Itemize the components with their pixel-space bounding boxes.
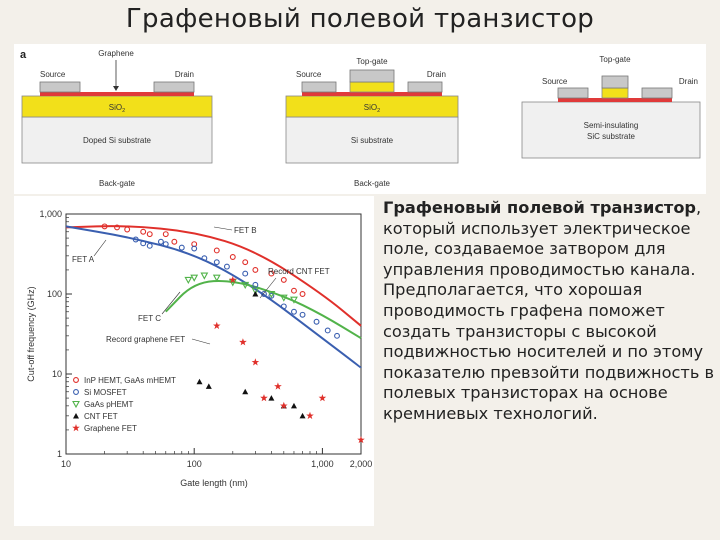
- annotation-fet-c-leader: [162, 292, 180, 314]
- annotation-record-graphene: Record graphene FET: [106, 335, 186, 344]
- data-point: [300, 292, 305, 297]
- slide-title: Графеновый полевой транзистор: [125, 4, 595, 34]
- chart-svg: [14, 196, 374, 526]
- data-point: [197, 379, 203, 385]
- legend: [72, 376, 176, 433]
- xlabel: Gate length (nm): [180, 478, 248, 488]
- graphene-channel: [302, 92, 442, 96]
- data-point: [163, 232, 168, 237]
- data-point: [335, 333, 340, 338]
- oxide-text: SiO: [108, 103, 123, 112]
- annotation-fet-b-leader: [214, 227, 232, 230]
- drain-label: Drain: [174, 70, 194, 79]
- data-point: [243, 260, 248, 265]
- annotation-fet-a-leader: [94, 240, 106, 256]
- data-point: [214, 260, 219, 265]
- cutoff-frequency-chart: [14, 196, 374, 526]
- trend-lines-layer: [66, 226, 361, 368]
- source-label: Source: [542, 77, 568, 86]
- data-point: [281, 278, 286, 283]
- data-point: [147, 243, 152, 248]
- y-tick-label: 100: [46, 289, 62, 299]
- data-point: [125, 227, 130, 232]
- source-contact: [302, 82, 336, 92]
- substrate-label-line2: SiC substrate: [586, 132, 636, 141]
- data-point: [300, 413, 306, 419]
- oxide-subscript: 2: [122, 108, 126, 114]
- data-point: [213, 322, 221, 329]
- data-point: [292, 288, 297, 293]
- source-label: Source: [40, 70, 66, 79]
- device-back-gate: [22, 49, 212, 188]
- graphene-label: Graphene: [98, 49, 134, 58]
- legend-marker: [74, 378, 79, 383]
- drain-contact: [154, 82, 194, 92]
- gate-dielectric: [350, 82, 394, 92]
- description-text: [383, 198, 715, 425]
- data-point: [214, 275, 220, 281]
- substrate-layer: [522, 102, 700, 158]
- legend-marker: [72, 424, 80, 431]
- data-point: [252, 291, 258, 297]
- ylabel: Cut-off frequency (GHz): [26, 286, 36, 382]
- top-gate: [350, 70, 394, 82]
- legend-entry: Si MOSFET: [84, 388, 127, 397]
- device-top-gate-sic: [522, 55, 700, 158]
- data-point: [268, 395, 274, 401]
- data-point: [141, 229, 146, 234]
- data-point: [292, 309, 297, 314]
- transistor-structures-figure: [14, 44, 706, 194]
- graphene-channel: [558, 98, 672, 102]
- legend-entry: GaAs pHEMT: [84, 400, 134, 409]
- annotation-fet-b: FET B: [234, 226, 257, 235]
- x-tick-label: 1,000: [311, 459, 334, 469]
- annotation-record-cnt: Record CNT FET: [268, 267, 330, 276]
- drain-label: Drain: [426, 70, 446, 79]
- data-point: [253, 268, 258, 273]
- data-point: [314, 319, 319, 324]
- data-point: [201, 273, 207, 279]
- legend-entry: Graphene FET: [84, 424, 137, 433]
- drain-contact: [642, 88, 672, 98]
- gate-dielectric: [602, 88, 628, 98]
- annotation-fet-a: FET A: [72, 255, 95, 264]
- legend-entry: CNT FET: [84, 412, 118, 421]
- data-point: [214, 248, 219, 253]
- annotation-fet-c: FET C: [138, 314, 161, 323]
- data-point: [191, 275, 197, 281]
- data-point: [306, 412, 314, 419]
- data-point: [252, 358, 260, 365]
- data-point: [172, 239, 177, 244]
- data-point: [325, 328, 330, 333]
- source-label: Source: [296, 70, 322, 79]
- drain-contact: [408, 82, 442, 92]
- data-point: [291, 403, 297, 409]
- y-tick-label: 1: [56, 449, 62, 459]
- data-points-layer: [102, 224, 365, 443]
- topgate-label: Top-gate: [599, 55, 631, 64]
- data-point: [159, 239, 164, 244]
- data-point: [239, 338, 247, 345]
- substrate-label: Doped Si substrate: [82, 136, 152, 145]
- top-gate: [602, 76, 628, 88]
- data-point: [242, 389, 248, 395]
- data-point: [260, 394, 268, 401]
- legend-marker: [73, 413, 79, 419]
- legend-entry: InP HEMT, GaAs mHEMT: [84, 376, 176, 385]
- device-top-gate-sio2: [286, 57, 458, 188]
- y-tick-label: 10: [51, 369, 62, 379]
- data-point: [319, 394, 327, 401]
- oxide-subscript: 2: [377, 108, 381, 114]
- x-tick-label: 2,000: [349, 459, 373, 469]
- substrate-label: Si substrate: [350, 136, 394, 145]
- backgate-label: Back-gate: [98, 179, 136, 188]
- data-point: [243, 271, 248, 276]
- data-point: [147, 232, 152, 237]
- description-bold: Графеновый полевой транзистор: [383, 198, 697, 217]
- annotation-record-graphene-leader: [192, 339, 210, 344]
- legend-marker: [74, 390, 79, 395]
- legend-marker: [73, 402, 79, 408]
- graphene-channel: [40, 92, 194, 96]
- backgate-label: Back-gate: [353, 179, 391, 188]
- x-tick-label: 10: [60, 459, 72, 469]
- data-point: [230, 255, 235, 260]
- y-tick-label: 1,000: [39, 209, 62, 219]
- substrate-label-line1: Semi-insulating: [583, 121, 639, 130]
- data-point: [206, 383, 212, 389]
- description-rest: , который использует электрическое поле, создаваемое затвором для управления проводимостью канала. Предполагается, что хорошая проводимость графена поможет создать транзисторы с высокой подвижностью носителей и по этому показателю превзойти подвижность в полевых транзисторах на основе кремниевых технологий.: [383, 198, 715, 423]
- trend-line: [166, 281, 361, 338]
- source-contact: [40, 82, 80, 92]
- trend-line: [66, 226, 361, 367]
- panel-letter: a: [20, 49, 27, 61]
- topgate-label: Top-gate: [356, 57, 388, 66]
- data-point: [185, 277, 191, 283]
- data-point: [300, 312, 305, 317]
- drain-label: Drain: [678, 77, 698, 86]
- x-tick-label: 100: [186, 459, 202, 469]
- source-contact: [558, 88, 588, 98]
- graphene-pointer-head: [113, 86, 119, 91]
- oxide-text: SiO: [363, 103, 378, 112]
- data-point: [274, 382, 282, 389]
- data-point: [179, 245, 184, 250]
- data-point: [225, 264, 230, 269]
